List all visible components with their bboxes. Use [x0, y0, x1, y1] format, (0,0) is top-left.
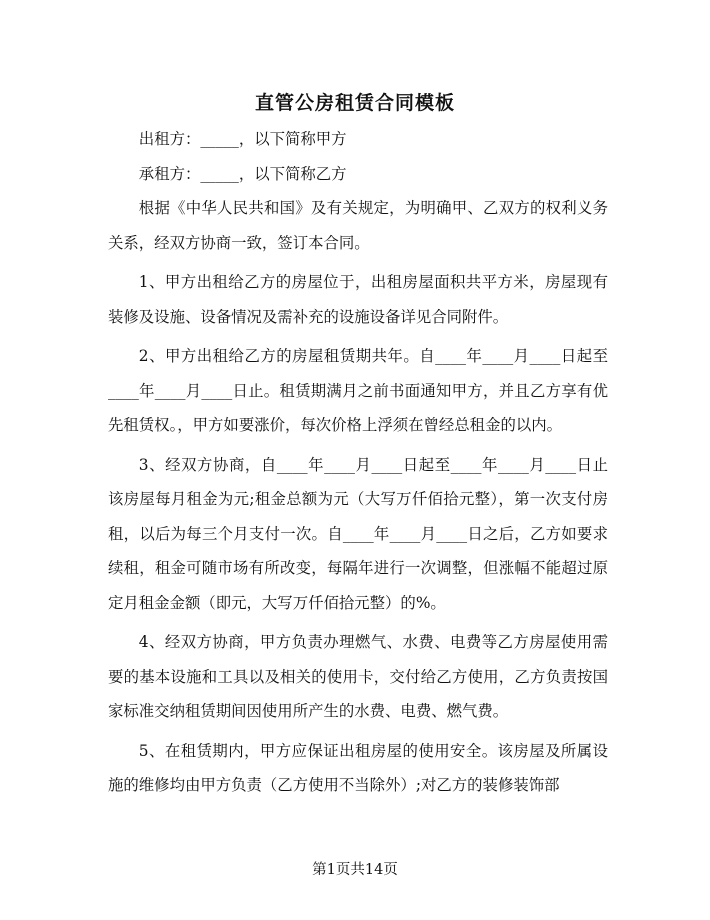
page-number: 第1页共14页: [312, 862, 398, 878]
clause-2: 2、甲方出租给乙方的房屋租赁期共年。自____年____月____日起至____年____月____日止。租赁期满月之前书面通知甲方，并且乙方享有优先租赁权。，甲方如要涨价，每次价格上浮须在曾经总租金的以内。: [108, 347, 608, 434]
clause-1: 1、甲方出租给乙方的房屋位于，出租房屋面积共平方米，房屋现有装修及设施、设备情况及需补充的设施设备详见合同附件。: [108, 273, 608, 326]
document-body: [108, 122, 608, 803]
preamble-paragraph: 根据《中华人民共和国》及有关规定，为明确甲、乙双方的权利义务关系，经双方协商一致，签订本合同。: [108, 199, 608, 252]
lessor-line: 出租方：_____，以下简称甲方: [138, 130, 347, 148]
clause-3: 3、经双方协商，自____年____月____日起至____年____月____日止该房屋每月租金为元;租金总额为元（大写万仟佰拾元整），第一次支付房租，以后为每三个月支付一次。自____年____月____日之后，乙方如要求续租，租金可随市场有所改变，每隔年进行一次调整，但涨幅不能超过原定月租金金额（即元，大写万仟佰拾元整）的%。: [108, 455, 608, 612]
document-title: 直管公房租赁合同模板: [254, 92, 455, 114]
clause-5: 5、在租赁期内，甲方应保证出租房屋的使用安全。该房屋及所属设施的维修均由甲方负责（乙方使用不当除外）;对乙方的装修装饰部: [108, 741, 608, 794]
clause-4: 4、经双方协商，甲方负责办理燃气、水费、电费等乙方房屋使用需要的基本设施和工具以及相关的使用卡，交付给乙方使用，乙方负责按国家标准交纳租赁期间因使用所产生的水费、电费、燃气费。: [108, 633, 608, 720]
lessee-line: 承租方：_____，以下简称乙方: [138, 164, 347, 183]
